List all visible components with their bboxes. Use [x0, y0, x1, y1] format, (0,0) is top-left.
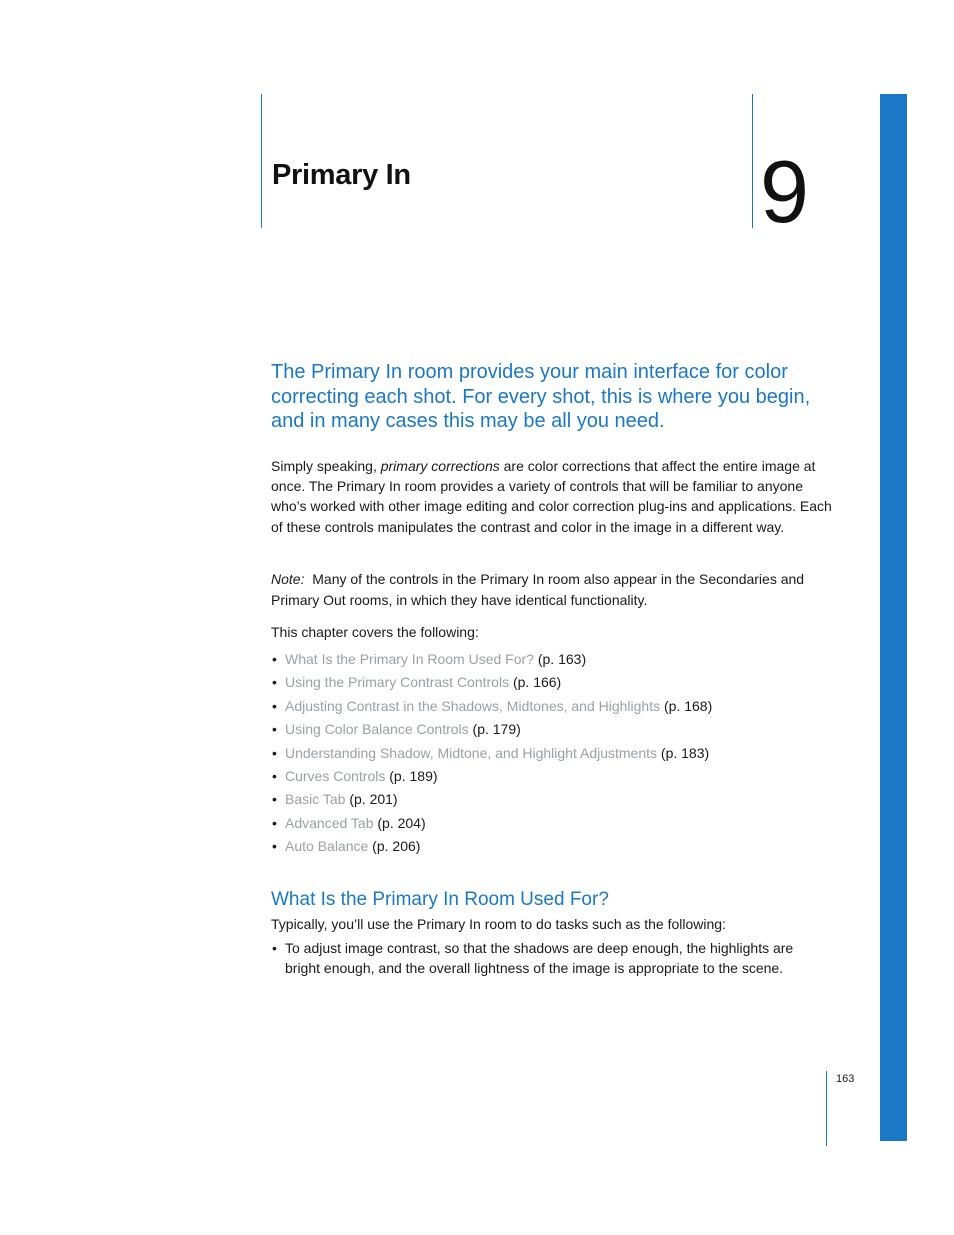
toc-item: [271, 765, 831, 788]
chapter-tab-bar: [880, 94, 907, 1141]
toc-item: [271, 695, 831, 718]
note-label: Note:: [271, 571, 305, 587]
paragraph-text-start: Simply speaking,: [271, 458, 381, 474]
footer-rule: [826, 1071, 827, 1146]
toc-link[interactable]: Curves Controls: [285, 767, 386, 784]
note-paragraph: [271, 569, 833, 611]
title-rule-left: [261, 94, 262, 228]
page-number: 163: [836, 1073, 855, 1085]
toc-page: (p. 189): [385, 767, 438, 784]
toc-item: [271, 812, 831, 835]
toc-item: [271, 671, 831, 694]
toc-page: (p. 166): [509, 674, 562, 691]
toc-page: (p. 168): [660, 697, 713, 714]
toc-page: (p. 163): [533, 651, 587, 667]
toc-item: [271, 648, 831, 671]
paragraph-text-end: are color corrections that affect the entire image at once. The Primary In room provides a variety of controls that will be familiar to anyone who’s worked with other image editing and color correction plug-ins and applications. Each of these controls manipulates the contrast and color in the image in a different way.: [271, 458, 832, 535]
toc-link[interactable]: Understanding Shadow, Midtone, and Highlight Adjustments: [285, 744, 658, 761]
toc-page: (p. 201): [345, 791, 398, 808]
toc-item: [271, 835, 831, 858]
covers-intro: This chapter covers the following:: [271, 624, 479, 640]
toc-link[interactable]: Using Color Balance Controls: [285, 721, 469, 738]
toc-item: [271, 788, 831, 811]
task-list: [271, 938, 819, 978]
chapter-title: Primary In: [272, 159, 411, 191]
toc-link[interactable]: What Is the Primary In Room Used For?: [285, 651, 534, 667]
toc-link[interactable]: Auto Balance: [285, 838, 369, 855]
section-heading: What Is the Primary In Room Used For?: [271, 889, 609, 910]
toc-item: [271, 718, 831, 741]
toc-link[interactable]: Basic Tab: [285, 791, 346, 808]
toc-page: (p. 183): [657, 744, 710, 761]
intro-paragraph: The Primary In room provides your main interface for color correcting each shot. For every shot, this is where you begin, and in many cases this may be all you need.: [271, 361, 811, 432]
chapter-contents-list: [271, 648, 831, 859]
toc-page: (p. 179): [468, 721, 521, 738]
task-item: • To adjust image contrast, so that the shadows are deep enough, the highlights are bright enough, and the overall lightness of the image is appropriate to the scene.: [271, 938, 819, 978]
body-paragraph: [271, 456, 833, 537]
title-rule-right: [752, 94, 753, 228]
toc-page: (p. 206): [368, 838, 421, 855]
toc-link[interactable]: Adjusting Contrast in the Shadows, Midtones, and Highlights: [285, 697, 661, 714]
toc-link[interactable]: Advanced Tab: [285, 814, 374, 831]
chapter-number: 9: [760, 142, 809, 241]
note-text: Many of the controls in the Primary In room also appear in the Secondaries and Primary Out rooms, in which they have identical functionality.: [271, 571, 805, 608]
term-primary-corrections: primary corrections: [380, 458, 500, 474]
toc-page: (p. 204): [373, 814, 426, 831]
toc-item: [271, 742, 831, 765]
section-intro: Typically, you’ll use the Primary In room to do tasks such as the following:: [271, 916, 726, 932]
toc-link[interactable]: Using the Primary Contrast Controls: [285, 674, 510, 691]
